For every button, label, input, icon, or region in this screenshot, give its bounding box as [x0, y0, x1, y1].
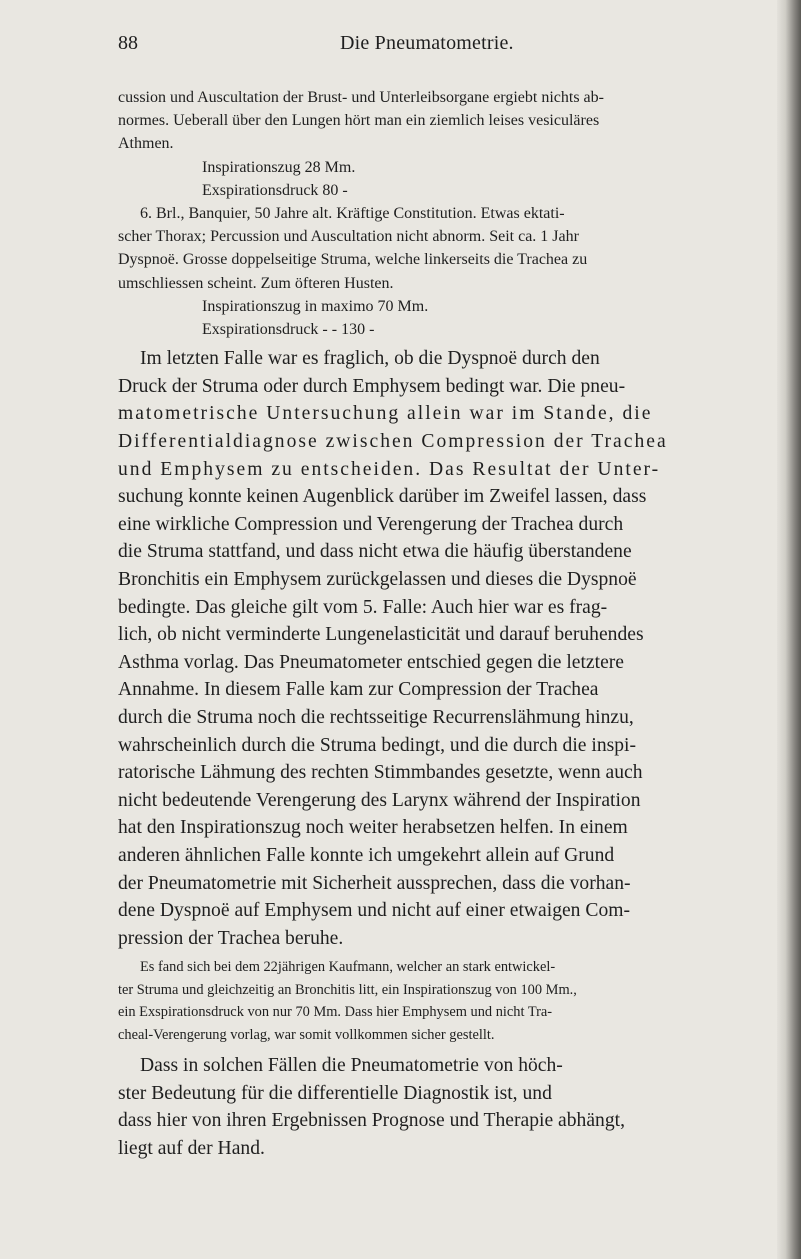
text-line: normes. Ueberall über den Lungen hört man ein ziemlich leises vesiculäres: [118, 112, 600, 130]
text-line: 6. Brl., Banquier, 50 Jahre alt. Kräftige Constitution. Etwas ektati-: [140, 205, 565, 223]
text-line: Es fand sich bei dem 22jährigen Kaufmann, welcher an stark entwickel-: [140, 959, 556, 976]
text-line: Dyspnoë. Grosse doppelseitige Struma, welche linkerseits die Trachea zu: [118, 251, 588, 269]
text-line: anderen ähnlichen Falle konnte ich umgekehrt allein auf Grund: [118, 844, 615, 866]
text-line: ein Exspirationsdruck von nur 70 Mm. Dass hier Emphysem und nicht Tra-: [118, 1004, 553, 1021]
text-line: cheal-Verengerung vorlag, war somit vollkommen sicher gestellt.: [118, 1026, 495, 1043]
paragraph-case6: [118, 202, 763, 341]
measurement-exspiration: Exspirationsdruck - - 130 -: [202, 321, 375, 339]
text-line: Im letzten Falle war es fraglich, ob die Dyspnoë durch den: [140, 348, 600, 370]
measurement-inspiration: Inspirationszug in maximo 70 Mm.: [202, 297, 429, 315]
text-line: Bronchitis ein Emphysem zurückgelassen und dieses die Dyspnoë: [118, 568, 637, 590]
text-line: hat den Inspirationszug noch weiter herabsetzen helfen. In einem: [118, 817, 628, 839]
text-line: Annahme. In diesem Falle kam zur Compression der Trachea: [118, 679, 599, 701]
measurement-exspiration: Exspirationsdruck 80 -: [202, 181, 348, 199]
text-line: Dass in solchen Fällen die Pneumatometrie von höch-: [140, 1054, 563, 1076]
text-line: eine wirkliche Compression und Verengerung der Trachea durch: [118, 513, 624, 535]
text-line: durch die Struma noch die rechtsseitige Recurrenslähmung hinzu,: [118, 706, 634, 728]
text-line: cussion und Auscultation der Brust- und Unterleibsorgane ergiebt nichts ab-: [118, 89, 604, 106]
text-line: Athmen.: [118, 135, 174, 153]
text-line: umschliessen scheint. Zum öfteren Husten.: [118, 274, 394, 292]
measurement-inspiration: Inspirationszug 28 Mm.: [202, 158, 356, 176]
text-line: ter Struma und gleichzeitig an Bronchitis litt, ein Inspirationszug von 100 Mm.,: [118, 981, 577, 998]
text-line: wahrscheinlich durch die Struma bedingt, und die durch die inspi-: [118, 734, 637, 756]
text-line: lich, ob nicht verminderte Lungenelasticität und darauf beruhendes: [118, 624, 644, 646]
page-header: [118, 32, 738, 62]
text-line: der Pneumatometrie mit Sicherheit aussprechen, dass die vorhan-: [118, 872, 631, 894]
text-line: Druck der Struma oder durch Emphysem bedingt war. Die pneu-: [118, 375, 626, 397]
text-line: dass hier von ihren Ergebnissen Prognose und Therapie abhängt,: [118, 1110, 625, 1132]
text-line: bedingte. Das gleiche gilt vom 5. Falle: Auch hier war es frag-: [118, 596, 608, 618]
text-line: Asthma vorlag. Das Pneumatometer entschied gegen die letztere: [118, 651, 624, 673]
text-line: scher Thorax; Percussion und Auscultation nicht abnorm. Seit ca. 1 Jahr: [118, 228, 579, 246]
paragraph-case5-end: [118, 86, 763, 202]
text-line: matometrische Untersuchung allein war im Stande, die: [118, 403, 653, 425]
text-line: ratorische Lähmung des rechten Stimmbandes gesetzte, wenn auch: [118, 762, 643, 784]
text-line: ster Bedeutung für die differentielle Diagnostik ist, und: [118, 1082, 552, 1104]
page-body: [118, 86, 763, 1162]
text-line: dene Dyspnoë auf Emphysem und nicht auf einer etwaigen Com-: [118, 900, 631, 922]
paragraph-conclusion: [118, 1052, 763, 1162]
paragraph-note: [118, 956, 763, 1046]
text-line: nicht bedeutende Verengerung des Larynx während der Inspiration: [118, 789, 641, 811]
page-number: 88: [118, 32, 138, 54]
text-line: liegt auf der Hand.: [118, 1137, 265, 1159]
text-line: Differentialdiagnose zwischen Compression der Trachea: [118, 431, 668, 453]
text-line: suchung konnte keinen Augenblick darüber im Zweifel lassen, dass: [118, 486, 647, 508]
paragraph-discussion: [118, 345, 763, 952]
book-binding-shadow: [777, 0, 801, 1259]
text-line: und Emphysem zu entscheiden. Das Resultat der Unter-: [118, 458, 661, 480]
text-line: die Struma stattfand, und dass nicht etwa die häufig überstandene: [118, 541, 632, 563]
text-line: pression der Trachea beruhe.: [118, 927, 344, 949]
running-head: Die Pneumatometrie.: [340, 32, 514, 54]
